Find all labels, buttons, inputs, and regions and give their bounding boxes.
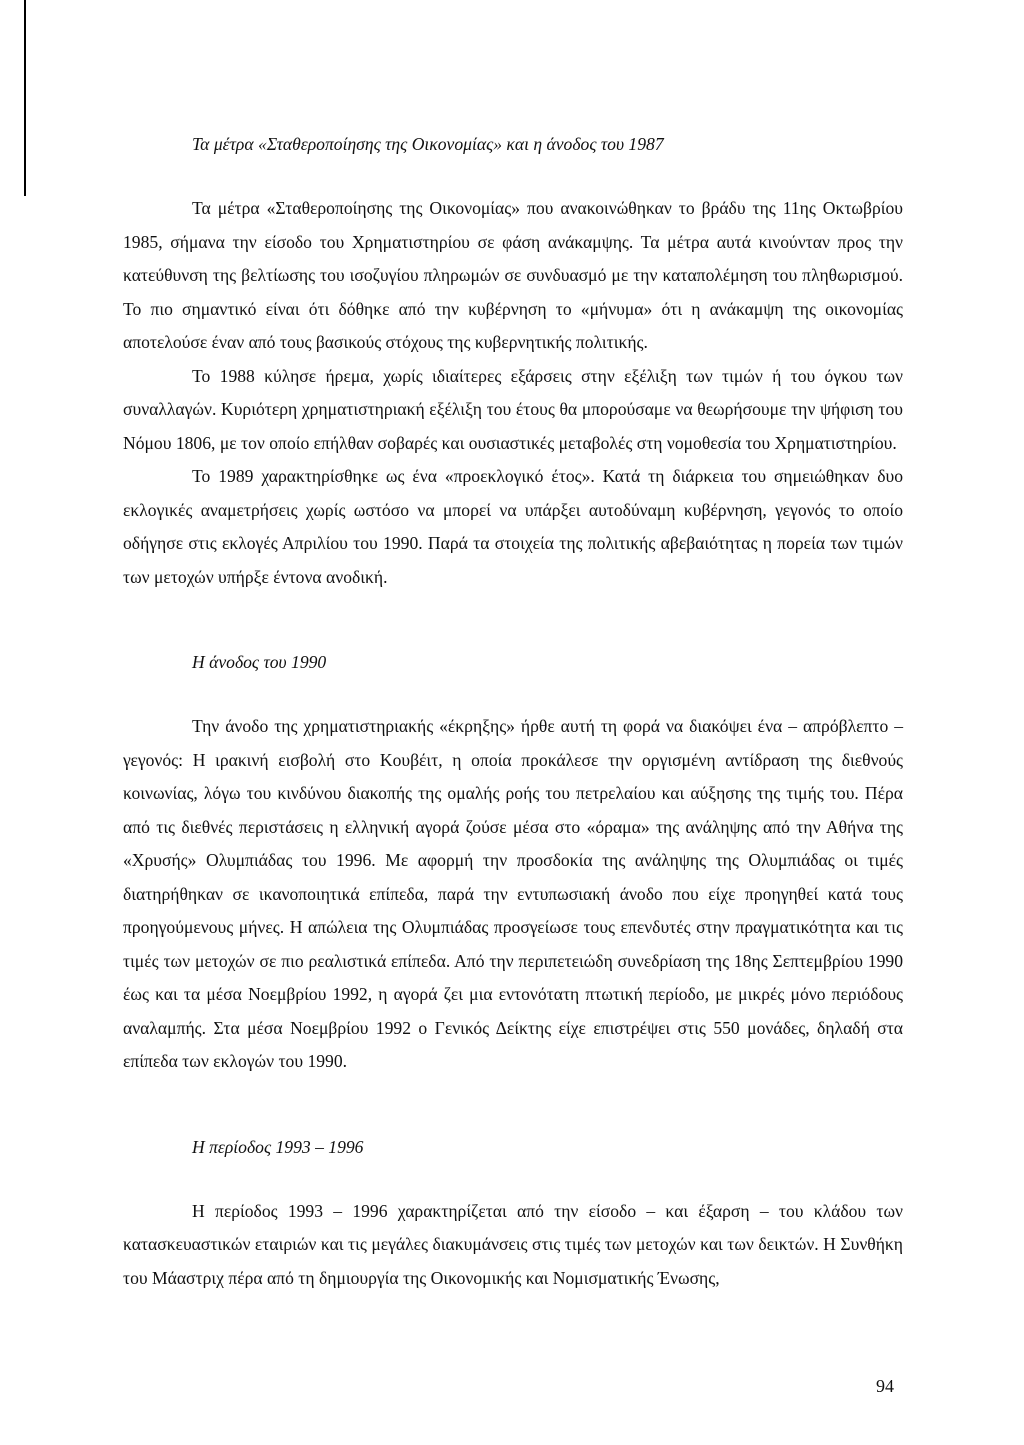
- page-number: 94: [876, 1376, 894, 1396]
- document-body: [123, 126, 903, 1295]
- paragraph-1993-1996: Η περίοδος 1993 – 1996 χαρακτηρίζεται από την είσοδο – και έξαρση – του κλάδου των κατασκευαστικών εταιριών και τις μεγάλες διακυμάνσεις στις τιμές των μετοχών και των δεικτών. Η Συνθήκη του Μάαστριχ πέρα από τη δημιουργία της Οικονομικής και Νομισματικής Ένωσης,: [123, 1200, 903, 1288]
- paragraph-stabilization-measures: Τα μέτρα «Σταθεροποίησης της Οικονομίας» που ανακοινώθηκαν το βράδυ της 11ης Οκτωβρίου 1985, σήμανα την είσοδο του Χρηματιστηρίου σε φάση ανάκαμψης. Τα μέτρα αυτά κινούνταν προς την κατεύθυνση της βελτίωσης του ισοζυγίου πληρωμών σε συνδυασμό με την καταπολέμηση του πληθωρισμού. Το πιο σημαντικό είναι ότι δόθηκε από την κυβέρνηση το «μήνυμα» ότι η ανάκαμψη της οικονομίας αποτελούσε έναν από τους βασικούς στόχους της κυβερνητικής πολιτικής.: [123, 198, 903, 352]
- section-heading-1990: Η άνοδος του 1990: [192, 652, 327, 672]
- paragraph-1989: Το 1989 χαρακτηρίσθηκε ως ένα «προεκλογικό έτος». Κατά τη διάρκεια του σημειώθηκαν δυο εκλογικές αναμετρήσεις χωρίς ωστόσο να μπορεί να υπάρξει αυτοδύναμη κυβέρνηση, γεγονός το οποίο οδήγησε στις εκλογές Απριλίου του 1990. Παρά τα στοιχεία της πολιτικής αβεβαιότητας η πορεία των τιμών των μετοχών υπήρξε έντονα ανοδική.: [123, 466, 903, 587]
- section-heading-1993-1996: Η περίοδος 1993 – 1996: [192, 1136, 364, 1157]
- scan-edge-line: [24, 0, 26, 196]
- section-heading-stabilization: Τα μέτρα «Σταθεροποίησης της Οικονομίας» και η άνοδος του 1987: [192, 134, 664, 154]
- paragraph-1988: Το 1988 κύλησε ήρεμα, χωρίς ιδιαίτερες εξάρσεις στην εξέλιξη των τιμών ή του όγκου των συναλλαγών. Κυριότερη χρηματιστηριακή εξέλιξη του έτους θα μπορούσαμε να θεωρήσουμε την ψήφιση του Νόμου 1806, με τον οποίο επήλθαν σοβαρές και ουσιαστικές μεταβολές στη νομοθεσία του Χρηματιστηρίου.: [123, 365, 903, 453]
- paragraph-1990-rise: Την άνοδο της χρηματιστηριακής «έκρηξης» ήρθε αυτή τη φορά να διακόψει ένα – απρόβλεπτο – γεγονός: Η ιρακινή εισβολή στο Κουβέιτ, η οποία προκάλεσε την οργισμένη αντίδραση της διεθνούς κοινωνίας, λόγω του κινδύνου διακοπής της ομαλής ροής του πετρελαίου και αύξησης της τιμής του. Πέρα από τις διεθνές περιστάσεις η ελληνική αγορά ζούσε μέσα στο «όραμα» της ανάληψης από την Αθήνα της «Χρυσής» Ολυμπιάδας του 1996. Με αφορμή την προσδοκία της ανάληψης της Ολυμπιάδας οι τιμές διατηρήθηκαν σε ικανοποιητικά επίπεδα, παρά την εντυπωσιακή άνοδο που είχε προηγηθεί κατά τους προηγούμενους μήνες. Η απώλεια της Ολυμπιάδας προσγείωσε τους επενδυτές στην πραγματικότητα και τις τιμές των μετοχών σε πιο ρεαλιστικά επίπεδα. Από την περιπετειώδη συνεδρίαση της 18ης Σεπτεμβρίου 1990 έως και τα μέσα Νοεμβρίου 1992, η αγορά ζει μια εντονότατη πτωτική περίοδο, με μικρές μόνο περιόδους αναλαμπής. Στα μέσα Νοεμβρίου 1992 ο Γενικός Δείκτης είχε επιστρέψει στις 550 μονάδες, δηλαδή στα επίπεδα των εκλογών του 1990.: [123, 716, 903, 1071]
